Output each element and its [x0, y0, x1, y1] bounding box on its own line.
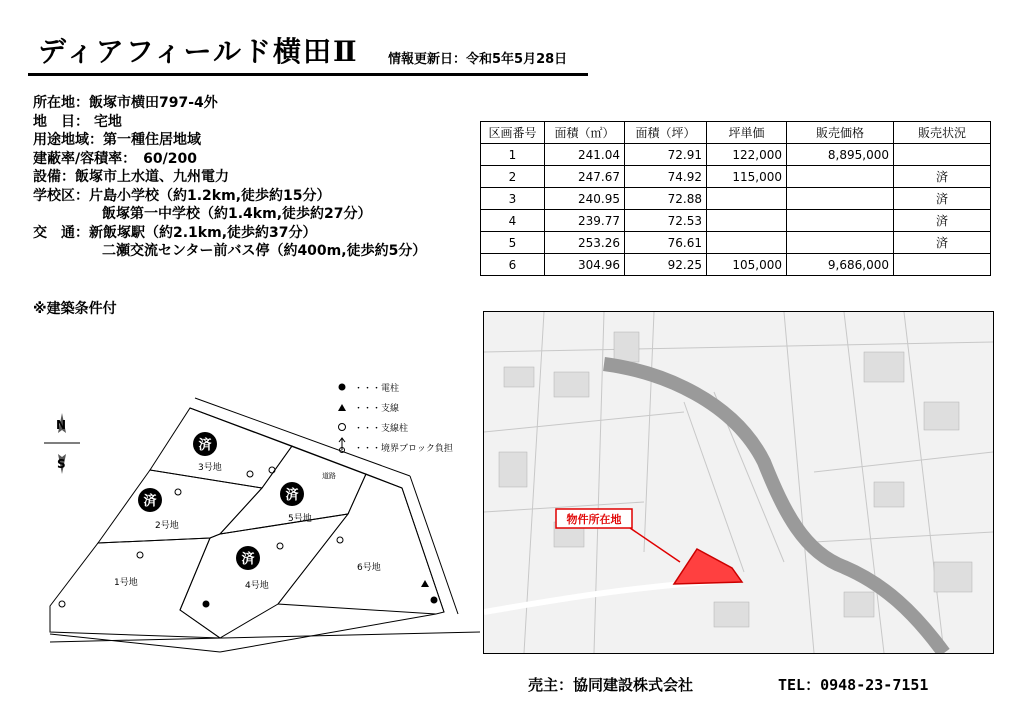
lot-label-6: 6号地	[357, 563, 381, 573]
compass-north: N	[56, 418, 67, 432]
lot-label-4: 4号地	[245, 581, 269, 591]
cell-sale-status	[894, 144, 991, 166]
guy-wire-icon	[421, 580, 429, 587]
cell-area-sqm: 240.95	[545, 188, 625, 210]
legend-label-pole: ・・・電柱	[354, 384, 400, 394]
cell-sale-price	[787, 166, 894, 188]
guy-pole-icon	[337, 537, 343, 543]
cell-lot-number: 2	[481, 166, 545, 188]
table-row	[481, 254, 991, 276]
guy-pole-icon	[59, 601, 65, 607]
guy-pole-icon	[277, 543, 283, 549]
sold-badge-lot4	[236, 546, 260, 570]
utility-pole-icon	[431, 597, 438, 604]
lot-label-2: 2号地	[155, 521, 179, 531]
cell-area-sqm: 253.26	[545, 232, 625, 254]
lot-4-outline	[180, 514, 348, 638]
cell-area-sqm: 239.77	[545, 210, 625, 232]
table-row	[481, 144, 991, 166]
cell-lot-number: 6	[481, 254, 545, 276]
info-location: 所在地：飯塚市横田797-4外	[33, 95, 218, 111]
cell-sale-status: 済	[894, 188, 991, 210]
info-elementary-school: 学校区：片島小学校（約1.2km,徒歩約15分）	[33, 187, 331, 204]
info-zoning: 用途地域：第一種住居地域	[33, 132, 201, 148]
cell-unit-price: 105,000	[707, 254, 787, 276]
legend-label-guy-pole: ・・・支線柱	[354, 424, 409, 434]
table-header-row	[481, 122, 991, 144]
cell-lot-number: 3	[481, 188, 545, 210]
callout-label: 物件所在地	[566, 513, 622, 526]
compass-south: S	[57, 457, 66, 471]
table-row	[481, 188, 991, 210]
building-condition-note: ※建築条件付	[33, 301, 117, 317]
cell-sale-price: 8,895,000	[787, 144, 894, 166]
svg-text:済: 済	[241, 552, 255, 567]
svg-text:済: 済	[198, 438, 212, 453]
page-title: ディアフィールド横田Ⅱ	[38, 35, 359, 68]
cell-area-tsubo: 76.61	[625, 232, 707, 254]
cell-area-tsubo: 72.88	[625, 188, 707, 210]
seller-info: 売主：協同建設株式会社	[528, 676, 694, 694]
col-area-sqm: 面積（㎡）	[545, 122, 625, 144]
cell-unit-price: 115,000	[707, 166, 787, 188]
utility-pole-icon	[339, 384, 346, 391]
sold-badge-lot3	[193, 432, 217, 456]
col-sale-price: 販売価格	[787, 122, 894, 144]
guy-pole-icon	[137, 552, 143, 558]
cell-sale-status: 済	[894, 166, 991, 188]
cell-unit-price	[707, 210, 787, 232]
lot-label-3: 3号地	[198, 463, 222, 473]
cell-area-sqm: 304.96	[545, 254, 625, 276]
legend	[338, 382, 453, 454]
cell-area-tsubo: 72.53	[625, 210, 707, 232]
guy-wire-icon	[338, 404, 346, 411]
cell-area-tsubo: 74.92	[625, 166, 707, 188]
cell-sale-status	[894, 254, 991, 276]
lot-price-table	[480, 121, 991, 276]
lot-boundaries	[50, 408, 444, 638]
sold-badge-lot5	[280, 482, 304, 506]
svg-text:済: 済	[285, 488, 299, 503]
col-unit-price: 坪単価	[707, 122, 787, 144]
info-coverage-ratio: 建蔽率/容積率： 60/200	[33, 150, 197, 167]
seller-phone: TEL：0948-23-7151	[778, 676, 929, 694]
info-land-category: 地 目： 宅地	[33, 113, 122, 130]
cell-sale-status: 済	[894, 210, 991, 232]
road-label: 道路	[322, 472, 336, 480]
svg-text:済: 済	[143, 494, 157, 509]
area-location-map	[483, 311, 994, 654]
title-underline	[28, 73, 588, 76]
lot-plan-map	[30, 378, 480, 670]
cell-lot-number: 5	[481, 232, 545, 254]
col-sale-status: 販売状況	[894, 122, 991, 144]
cell-lot-number: 4	[481, 210, 545, 232]
compass-icon	[44, 413, 80, 474]
cell-area-sqm: 241.04	[545, 144, 625, 166]
guy-pole-icon	[339, 424, 346, 431]
cell-sale-price	[787, 210, 894, 232]
cell-sale-price	[787, 232, 894, 254]
guy-pole-icon	[247, 471, 253, 477]
cell-unit-price: 122,000	[707, 144, 787, 166]
info-utilities: 設備：飯塚市上水道、九州電力	[33, 169, 229, 185]
info-bus-stop: 二瀬交流センター前バス停（約400m,徒歩約5分）	[102, 243, 427, 259]
legend-label-guy-wire: ・・・支線	[354, 404, 400, 414]
cell-area-sqm: 247.67	[545, 166, 625, 188]
guy-pole-icon	[269, 467, 275, 473]
info-junior-high-school: 飯塚第一中学校（約1.4km,徒歩約27分）	[102, 206, 372, 222]
cell-area-tsubo: 72.91	[625, 144, 707, 166]
cell-sale-price: 9,686,000	[787, 254, 894, 276]
lot-1-outline	[50, 538, 220, 638]
info-station: 交 通：新飯塚駅（約2.1km,徒歩約37分）	[33, 224, 317, 241]
table-row	[481, 210, 991, 232]
table-row	[481, 166, 991, 188]
col-area-tsubo: 面積（坪）	[625, 122, 707, 144]
cell-lot-number: 1	[481, 144, 545, 166]
cell-sale-status: 済	[894, 232, 991, 254]
utility-pole-icon	[203, 601, 210, 608]
col-lot-number: 区画番号	[481, 122, 545, 144]
cell-area-tsubo: 92.25	[625, 254, 707, 276]
cell-unit-price	[707, 188, 787, 210]
update-date: 情報更新日：令和5年5月28日	[388, 52, 568, 67]
legend-label-boundary-block: ・・・境界ブロック負担	[354, 444, 453, 454]
cell-sale-price	[787, 188, 894, 210]
lot-label-1: 1号地	[114, 578, 138, 588]
cell-unit-price	[707, 232, 787, 254]
lot-2-outline	[98, 470, 262, 543]
table-row	[481, 232, 991, 254]
sold-badge-lot2	[138, 488, 162, 512]
guy-pole-icon	[175, 489, 181, 495]
lot-label-5: 5号地	[288, 514, 312, 524]
property-info	[33, 94, 426, 261]
